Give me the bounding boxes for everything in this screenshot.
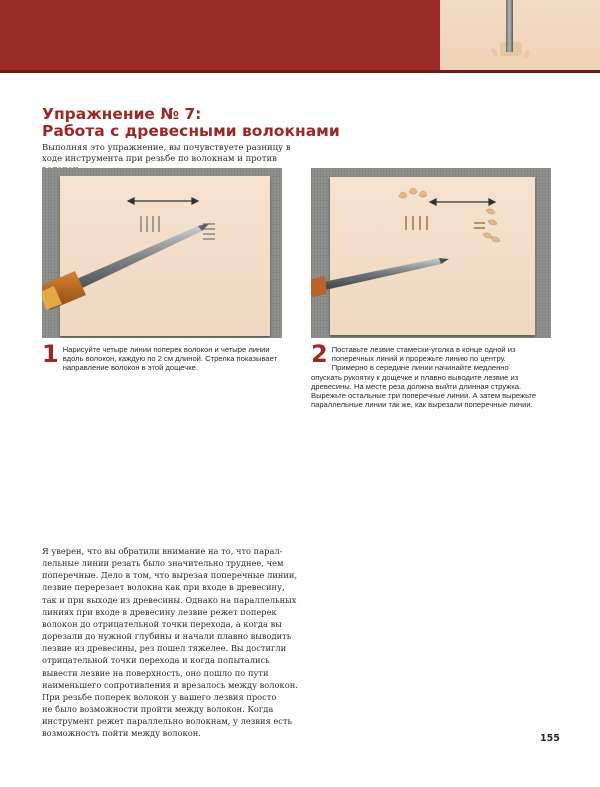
v-tool-icon	[311, 258, 449, 298]
wood-shavings	[399, 188, 500, 242]
body-line: отрицательной точки перехода и когда попытались	[42, 655, 270, 666]
step-1-photo-drawing	[42, 168, 282, 338]
body-line: лезвие перерезает волокна как при входе в древесину,	[42, 582, 285, 593]
step-1-photo	[42, 168, 282, 338]
exercise-title	[42, 106, 340, 140]
carved-cuts-cross	[406, 216, 427, 230]
body-line: инструмент режет параллельно волокнам, у лезвия есть	[42, 716, 293, 727]
header-rule	[0, 70, 600, 73]
page-number: 155	[540, 733, 560, 744]
step-1-text: Нарисуйте четыре линии поперек волокон и четыре линии вдоль волокон, каждую по 2 см длиной. Стрелка показывает направление волокон в этой дощечке.	[62, 345, 278, 373]
body-line: возможность пойти между волокон.	[42, 728, 201, 739]
step-2-photo-drawing	[311, 168, 551, 338]
body-line: лезвие из древесины, рез пошел тяжелее. Вы достигли	[42, 643, 287, 654]
body-line: дорезали до нужной глубины и начали плавно выводить	[42, 631, 292, 642]
body-line: линиях при входе в древесину лезвие режет поперек	[42, 606, 277, 617]
exercise-title-line-2: Работа с древесными волокнами	[42, 122, 340, 140]
step-1-caption	[42, 340, 282, 373]
step-2-photo	[311, 168, 551, 338]
header-photo-shaving	[522, 49, 530, 59]
carved-cuts-along	[474, 223, 485, 228]
body-line: поперечные. Дело в том, что вырезая поперечные линии,	[42, 570, 298, 581]
grain-arrow-icon	[128, 198, 198, 204]
step-1-number: 1	[42, 340, 59, 368]
step-2-text: Поставьте лезвие стамески-уголка в конце одной из поперечных линий и прорежьте линию по центру. Примерно в середине линии начинайте медленно опускать рукоятку к дощечке и плавно выводите лезвие из древесины. На месте реза должна выйти длинная стружка. Вырежьте остальные три поперечные линии. А затем вырежьте параллельные линии так же, как вырезали поперечные линии.	[311, 345, 537, 410]
body-line: наименьшего сопротивления и врезалось между волокон.	[42, 679, 298, 690]
body-line: При резьбе поперек волокон у вашего лезвия просто	[42, 691, 277, 702]
step-2-number: 2	[311, 340, 328, 368]
step-2-caption	[311, 340, 541, 410]
body-line: не было возможности пройти между волокон. Когда	[42, 704, 274, 715]
header-photo-chisel	[506, 0, 513, 52]
body-line: вывести лезвие на поверхность, оно пошло по пути	[42, 667, 269, 678]
body-paragraph	[42, 545, 298, 740]
exercise-title-line-1: Упражнение № 7:	[42, 105, 202, 123]
body-line: лельные линии резать было значительно труднее, чем	[42, 558, 284, 569]
pencil-lines-cross	[141, 216, 159, 232]
header-photo-shaving	[490, 47, 499, 57]
body-line: Я уверен, что вы обратили внимание на то, что парал-	[42, 546, 283, 556]
body-line: так и при выходе из древесины. Однако на параллельных	[42, 594, 297, 605]
body-line: волокон до отрицательной точки перехода, а когда вы	[42, 618, 282, 629]
header-photo	[440, 0, 600, 70]
header-band	[0, 0, 440, 70]
intro-paragraph: Выполняя это упражнение, вы почувствуете разницу в ходе инструмента при резьбе по волокнам и против	[42, 143, 291, 164]
grain-arrow-icon	[430, 199, 495, 205]
v-tool-icon	[42, 223, 210, 310]
